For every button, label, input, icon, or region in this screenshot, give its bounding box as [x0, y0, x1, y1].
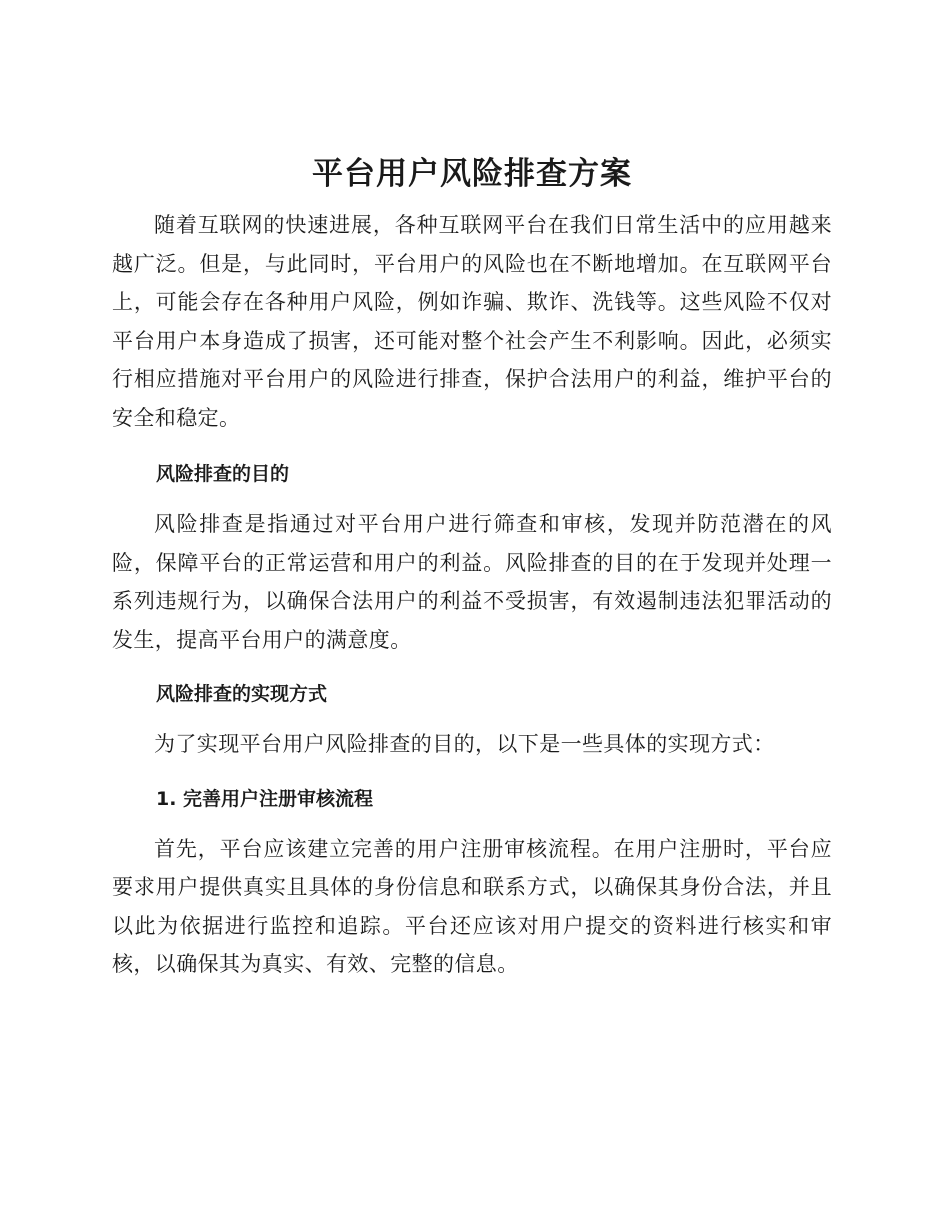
- intro-paragraph: 随着互联网的快速进展，各种互联网平台在我们日常生活中的应用越来越广泛。但是，与此同时，平台用户的风险也在不断地增加。在互联网平台上，可能会存在各种用户风险，例如诈骗、欺诈、洗钱等。这些风险不仅对平台用户本身造成了损害，还可能对整个社会产生不利影响。因此，必须实行相应措施对平台用户的风险进行排查，保护合法用户的利益，维护平台的安全和稳定。: [112, 213, 832, 430]
- document-page: [112, 140, 832, 984]
- section-heading-registration: 1. 完善用户注册审核流程: [156, 787, 374, 810]
- section-body-purpose: 风险排查是指通过对平台用户进行筛查和审核，发现并防范潜在的风险，保障平台的正常运营和用户的利益。风险排查的目的在于发现并处理一系列违规行为，以确保合法用户的利益不受损害，有效遏制违法犯罪活动的发生，提高平台用户的满意度。: [112, 512, 832, 652]
- document-title: 平台用户风险排查方案: [312, 156, 632, 192]
- section-body-methods: 为了实现平台用户风险排查的目的，以下是一些具体的实现方式：: [154, 732, 775, 756]
- section-heading-methods: 风险排查的实现方式: [156, 683, 328, 705]
- section-heading-purpose: 风险排查的目的: [156, 463, 290, 485]
- section-body-registration: 首先，平台应该建立完善的用户注册审核流程。在用户注册时，平台应要求用户提供真实且具体的身份信息和联系方式，以确保其身份合法，并且以此为依据进行监控和追踪。平台还应该对用户提交的资料进行核实和审核，以确保其为真实、有效、完整的信息。: [112, 836, 832, 976]
